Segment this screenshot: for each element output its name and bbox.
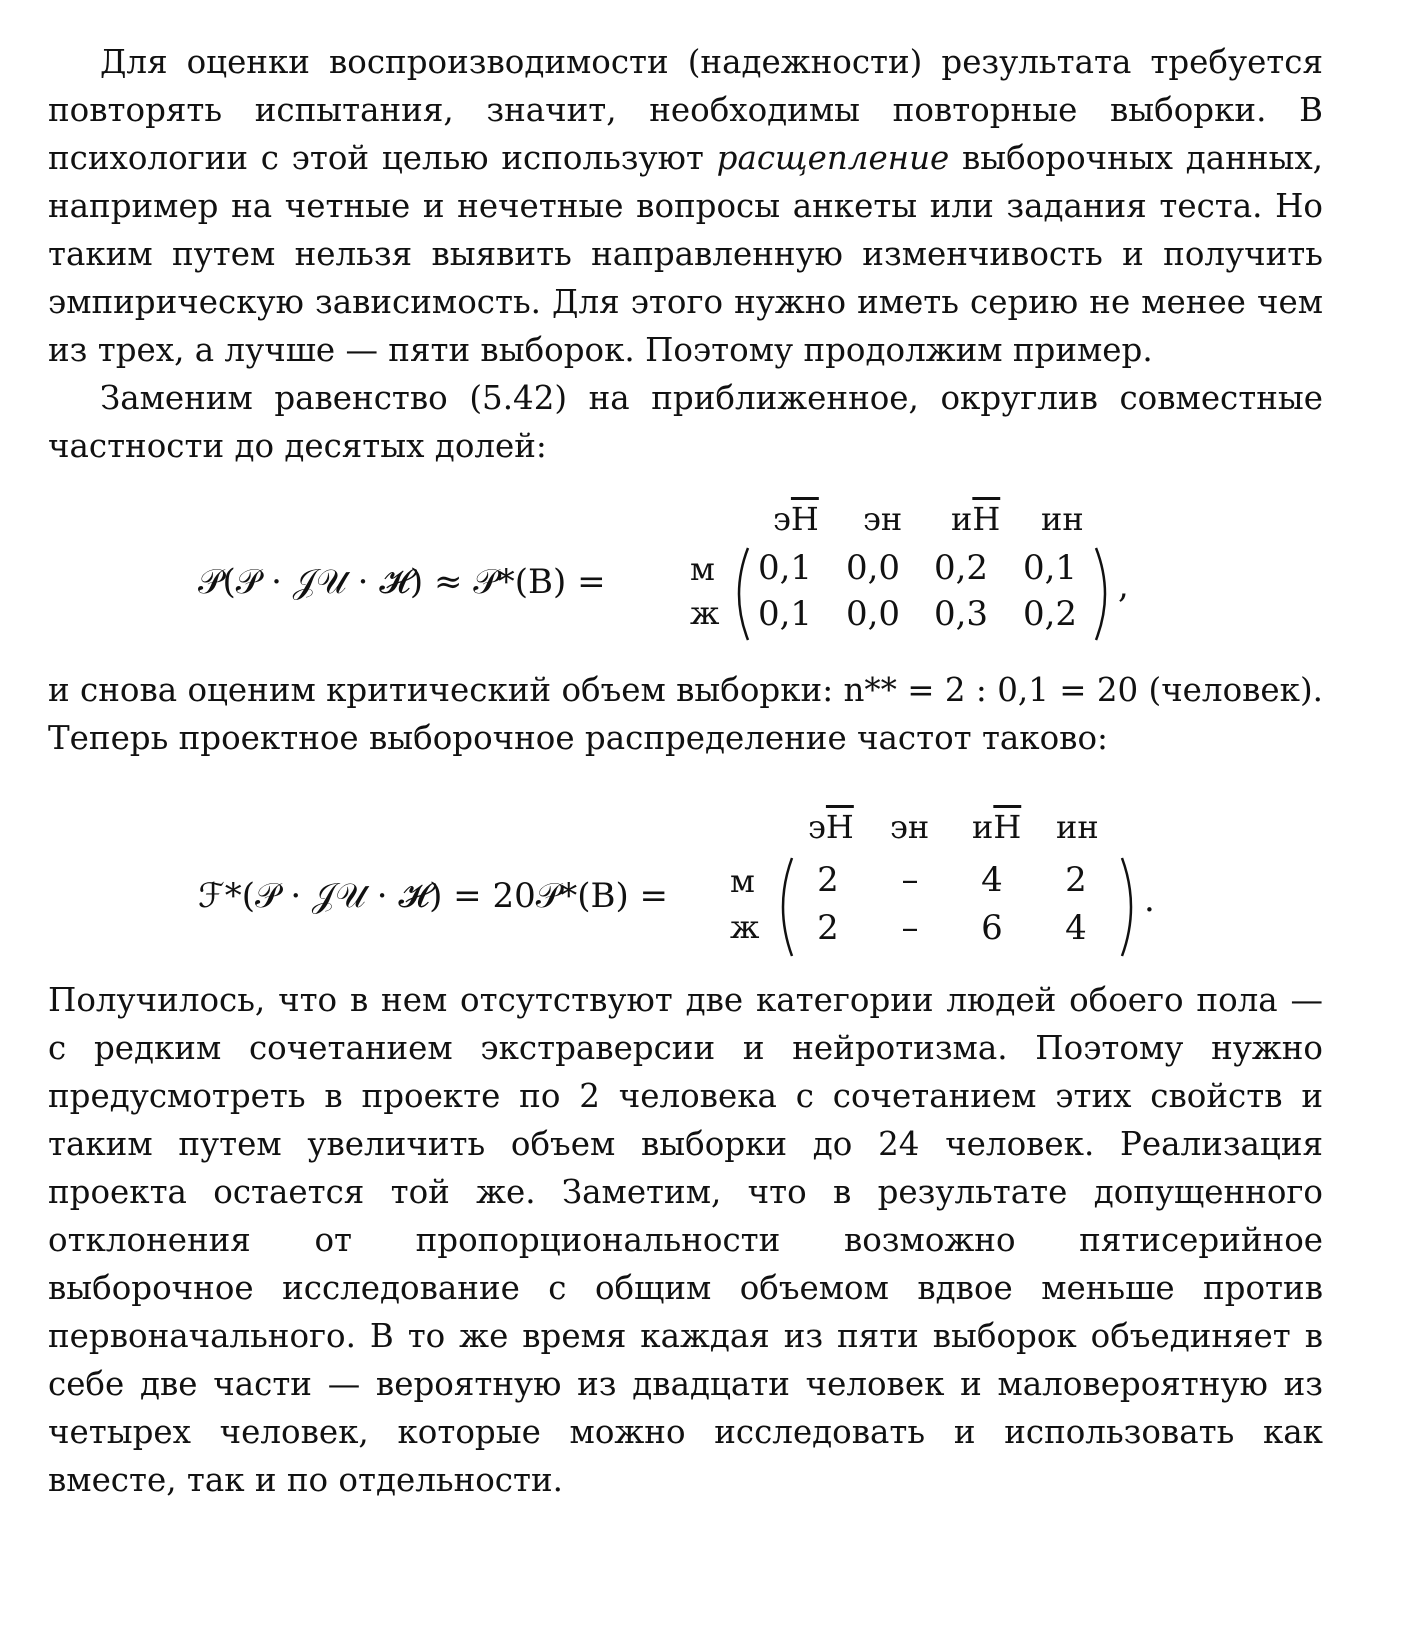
paragraph-replace-equality: Заменим равенство (5.42) на приближенное, округлив совместные частности до десятых долей: [48, 379, 1323, 465]
matrix-cell: – [901, 860, 919, 900]
row-label: ж [690, 594, 720, 632]
matrix-cell: 0,2 [1022, 594, 1078, 634]
matrix-cell: 4 [981, 860, 1003, 900]
matrix-cell: 0,3 [933, 594, 989, 634]
column-header: иН [951, 500, 1001, 538]
paragraph-text-continued: выборочных данных, например на четные и нечетные вопросы анкеты или задания теста. Но таким путем нельзя выявить направленную изменчивость и получить эмпирическую зависимость. Для этого нужно иметь серию не менее чем из трех, а лучше — пяти выборок. Поэтому продолжим пример. [48, 139, 1323, 369]
matrix-cell: 2 [1065, 860, 1087, 900]
matrix-cell: 0,1 [757, 548, 813, 588]
column-header: эн [863, 500, 903, 538]
paragraph-critical-volume: и снова оценим критический объем выборки: n** = 2 : 0,1 = 20 (человек). Теперь проектное выборочное распределение частот таково: [48, 671, 1323, 757]
matrix-cell: 4 [1065, 908, 1087, 948]
right-paren [1118, 856, 1142, 958]
matrix-cell: 6 [981, 908, 1003, 948]
formula-trailing-punctuation: . [1144, 880, 1155, 920]
matrix-cell: 0,1 [757, 594, 813, 634]
formula-frequency-matrix [48, 762, 1323, 976]
column-header: ин [1041, 500, 1084, 538]
formula-lhs: 𝒫(𝒫 · 𝒥𝒰 · 𝓗) ≈ 𝒫*(B) = [198, 562, 606, 602]
formula-lhs: ℱ*(𝒫 · 𝒥𝒰 · 𝓗) = 20𝒫*(B) = [198, 876, 669, 916]
matrix-cell: 0,0 [845, 594, 901, 634]
row-label: м [690, 550, 715, 588]
column-header: эН [808, 808, 854, 846]
row-label: м [730, 862, 755, 900]
matrix-cell: – [901, 908, 919, 948]
row-label: ж [730, 908, 760, 946]
matrix-cell: 0,2 [933, 548, 989, 588]
paragraph-text: Для оценки воспроизводимости (надежности) результата требуется повторять испытания, значит, необходимы повторные выборки. В психологии с этой целью используют [48, 43, 1323, 177]
matrix-cell: 0,1 [1022, 548, 1078, 588]
paragraph-conclusion: Получилось, что в нем отсутствуют две категории людей обоего пола — с редким сочетанием экстраверсии и нейротизма. Поэтому нужно предусмотреть в проекте по 2 человека с сочетанием этих свойств и таким путем увеличить объем выборки до 24 человек. Реализация проекта остается той же. Заметим, что в результате допущенного отклонения от пропорциональности возможно пятисерийное выборочное исследование с общим объемом вдвое меньше против первоначального. В то же время каждая из пяти выборок объединяет в себе две части — вероятную из двадцати человек и маловероятную из четырех человек, которые можно исследовать и использовать как вместе, так и по отдельности. [48, 981, 1323, 1499]
column-header: эн [890, 808, 930, 846]
right-paren [1092, 546, 1116, 642]
formula-probability-matrix [48, 470, 1323, 666]
column-header: эН [773, 500, 819, 538]
matrix-cell: 2 [817, 908, 839, 948]
column-header: иН [972, 808, 1022, 846]
matrix-cell: 2 [817, 860, 839, 900]
matrix-cell: 0,0 [845, 548, 901, 588]
formula-trailing-punctuation: , [1118, 566, 1129, 606]
paragraph-reproducibility [48, 38, 1323, 374]
emphasized-term: расщепление [716, 139, 950, 177]
column-header: ин [1056, 808, 1099, 846]
